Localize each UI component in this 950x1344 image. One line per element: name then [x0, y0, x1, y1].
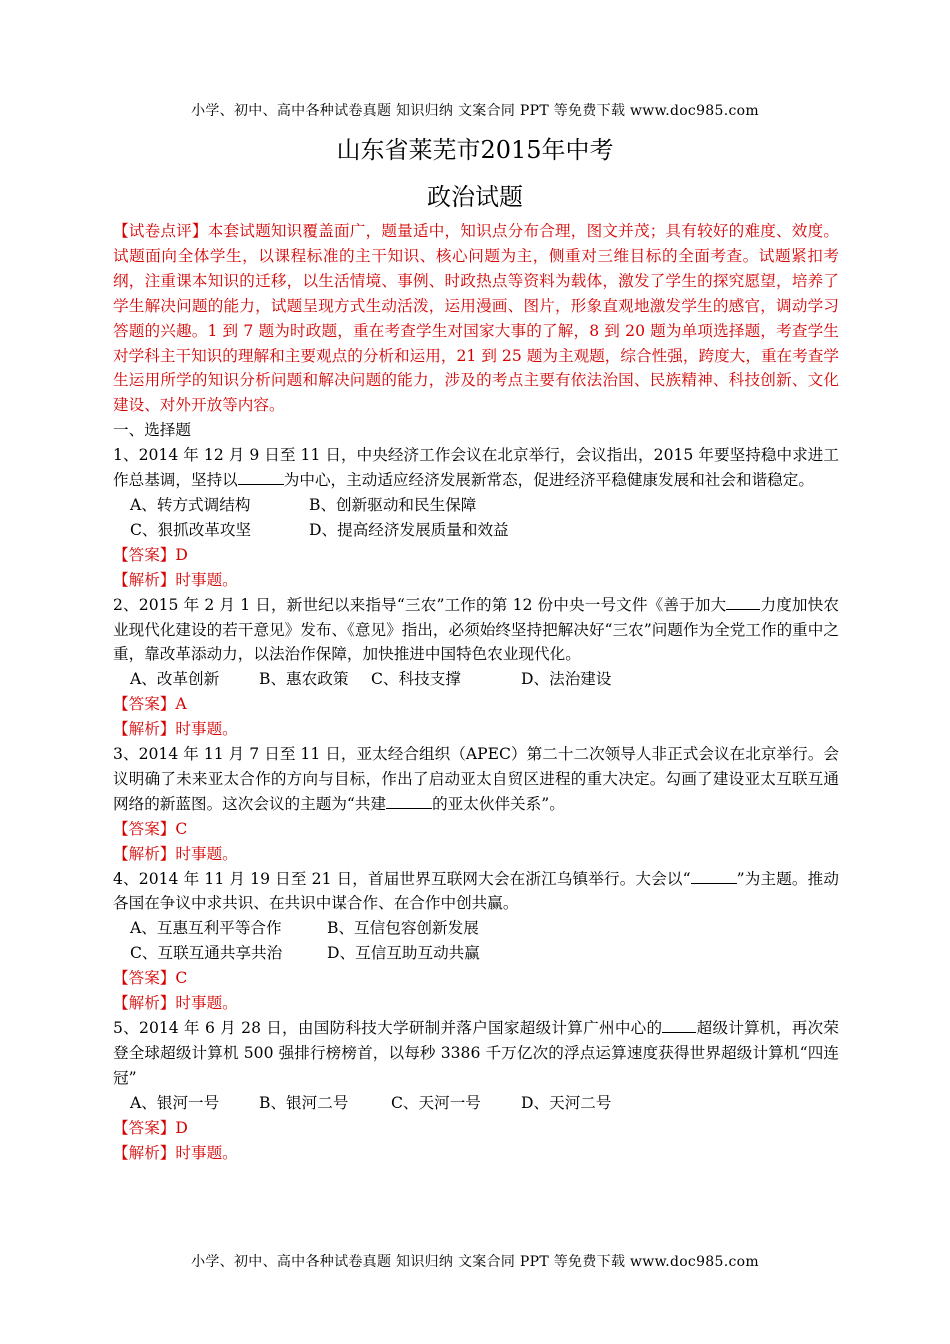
option-row [113, 1091, 839, 1116]
option-row [113, 493, 839, 518]
answer-line: 【答案】C [113, 819, 188, 838]
analysis-line: 【解析】时事题。 [113, 570, 238, 589]
option-d: D、互信互助互动共赢 [327, 944, 480, 963]
fill-blank [662, 1016, 696, 1033]
fill-blank [691, 867, 737, 884]
question-stem: 4、2014 年 11 月 19 日至 21 日，首届世界互联网大会在浙江乌镇举行。大会以“ ”为主题。推动各国在争议中求共识、在共识中谋合作、在合作中创共赢。 [113, 867, 839, 917]
option-row [113, 916, 839, 941]
exam-subtitle: 政治试题 [427, 183, 523, 211]
question-3 [113, 742, 839, 867]
review-label: 【试卷点评】 [113, 222, 208, 240]
option-a: A、改革创新 [130, 670, 220, 689]
question-stem: 2、2015 年 2 月 1 日，新世纪以来指导“三农”工作的第 12 份中央一号文件《善于加大 力度加快农业现代化建设的若干意见》发布、《意见》指出，必须始终坚持把解决好“三农”问题作为全党工作的重中之重，靠改革添动力，以法治作保障，加快推进中国特色农业现代化。 [113, 593, 839, 668]
question-1 [113, 443, 839, 592]
answer-line: 【答案】D [113, 545, 188, 564]
review-text: 本套试题知识覆盖面广，题量适中，知识点分布合理，图文并茂；具有较好的难度、效度。试题面向全体学生，以课程标准的主干知识、核心问题为主，侧重对三维目标的全面考查。试题紧扣考纲，注重课本知识的迁移，以生活情境、事例、时政热点等资料为载体，激发了学生的探究愿望，培养了学生解决问题的能力，试题呈现方式生动活泼，运用漫画、图片，形象直观地激发学生的感官，调动学习答题的兴趣。1 到 7 题为时政题，重在考查学生对国家大事的了解，8 到 20 题为单项选择题，考查学生对学科主干知识的理解和主要观点的分析和运用，21 到 25 题为主观题，综合性强，跨度大，重在考查学生运用所学的知识分析问题和解决问题的能力，涉及的考点主要有依法治国、民族精神、科技创新、文化建设、对外开放等内容。 [113, 222, 839, 415]
analysis-line: 【解析】时事题。 [113, 994, 238, 1013]
exam-title: 山东省莱芜市2015年中考 [336, 136, 614, 164]
option-c: C、狠抓改革攻坚 [130, 520, 252, 539]
analysis-line: 【解析】时事题。 [113, 720, 238, 739]
option-d: D、天河二号 [521, 1093, 612, 1112]
analysis-line: 【解析】时事题。 [113, 1143, 238, 1162]
question-2 [113, 593, 839, 742]
exam-review [113, 219, 839, 418]
question-stem: 5、2014 年 6 月 28 日，由国防科技大学研制并落户国家超级计算广州中心的 超级计算机，再次荣登全球超级计算机 500 强排行榜榜首，以每秒 3386 千万亿次的浮点运算速度获得世界超级计算机“四连冠” [113, 1016, 839, 1091]
option-c: C、天河一号 [391, 1093, 481, 1112]
question-5 [113, 1016, 839, 1165]
section-heading: 一、选择题 [113, 421, 191, 440]
option-row [113, 667, 839, 692]
option-b: B、银河二号 [259, 1093, 349, 1112]
page-header-banner: 小学、初中、高中各种试卷真题 知识归纳 文案合同 PPT 等免费下载 www.doc985.com [191, 103, 759, 119]
option-b: B、互信包容创新发展 [327, 919, 479, 938]
option-b: B、惠农政策 [259, 670, 349, 689]
answer-line: 【答案】D [113, 1118, 188, 1137]
option-row [113, 518, 839, 543]
option-d: D、法治建设 [521, 670, 612, 689]
option-b: B、创新驱动和民生保障 [309, 495, 477, 514]
option-row [113, 941, 839, 966]
option-a: A、银河一号 [130, 1093, 220, 1112]
page-footer-banner: 小学、初中、高中各种试卷真题 知识归纳 文案合同 PPT 等免费下载 www.doc985.com [191, 1254, 759, 1270]
option-a: A、转方式调结构 [130, 495, 251, 514]
analysis-line: 【解析】时事题。 [113, 844, 238, 863]
option-a: A、互惠互利平等合作 [130, 919, 282, 938]
question-stem: 1、2014 年 12 月 9 日至 11 日，中央经济工作会议在北京举行，会议指出，2015 年要坚持稳中求进工作总基调，坚持以 为中心，主动适应经济发展新常态，促进经济平稳健康发展和社会和谐稳定。 [113, 446, 839, 490]
document-body [113, 219, 839, 1165]
answer-line: 【答案】C [113, 969, 188, 988]
option-d: D、提高经济发展质量和效益 [309, 520, 509, 539]
fill-blank [238, 468, 284, 485]
question-4 [113, 867, 839, 1016]
option-c: C、科技支撑 [371, 670, 461, 689]
fill-blank [726, 593, 760, 610]
answer-line: 【答案】A [113, 695, 187, 714]
fill-blank [386, 792, 432, 809]
question-stem: 3、2014 年 11 月 7 日至 11 日，亚太经合组织（APEC）第二十二次领导人非正式会议在北京举行。会议明确了未来亚太合作的方向与目标，作出了启动亚太自贸区进程的重大决定。勾画了建设亚太互联互通网络的新蓝图。这次会议的主题为“共建 的亚太伙伴关系”。 [113, 745, 839, 813]
option-c: C、互联互通共享共治 [130, 944, 283, 963]
